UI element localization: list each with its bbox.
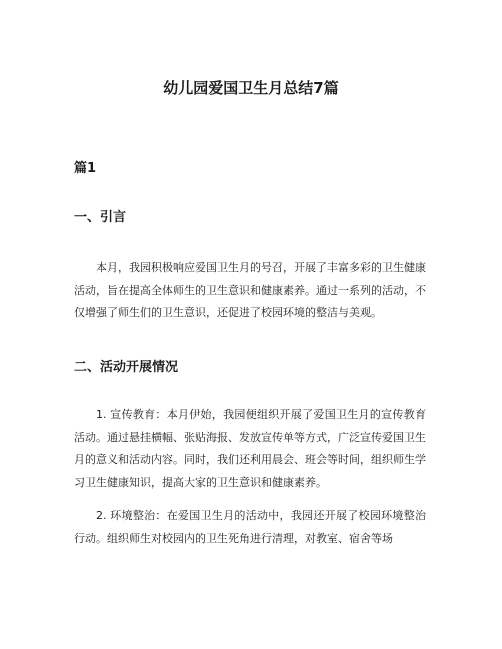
part-heading: 篇1 bbox=[74, 161, 97, 176]
section-heading-activities: 二、活动开展情况 bbox=[74, 360, 179, 375]
paragraph-introduction: 本月，我园积极响应爱国卫生月的号召，开展了丰富多彩的卫生健康活动，旨在提高全体师生的卫生意识和健康素养。通过一系列的活动，不仅增强了师生们的卫生意识，还促进了校园环境的整洁与美观。 bbox=[74, 261, 426, 319]
section-heading-introduction: 一、引言 bbox=[74, 210, 127, 225]
document-title: 幼儿园爱国卫生月总结7篇 bbox=[163, 79, 339, 97]
list-item-environment: 2. 环境整治：在爱国卫生月的活动中，我园还开展了校园环境整治行动。组织师生对校园内的卫生死角进行清理，对教室、宿舍等场 bbox=[74, 509, 426, 545]
list-item-publicity: 1. 宣传教育：本月伊始，我园便组织开展了爱国卫生月的宣传教育活动。通过悬挂横幅、张贴海报、发放宣传单等方式，广泛宣传爱国卫生月的意义和活动内容。同时，我们还利用晨会、班会等时间，组织师生学习卫生健康知识，提高大家的卫生意识和健康素养。 bbox=[74, 408, 426, 489]
